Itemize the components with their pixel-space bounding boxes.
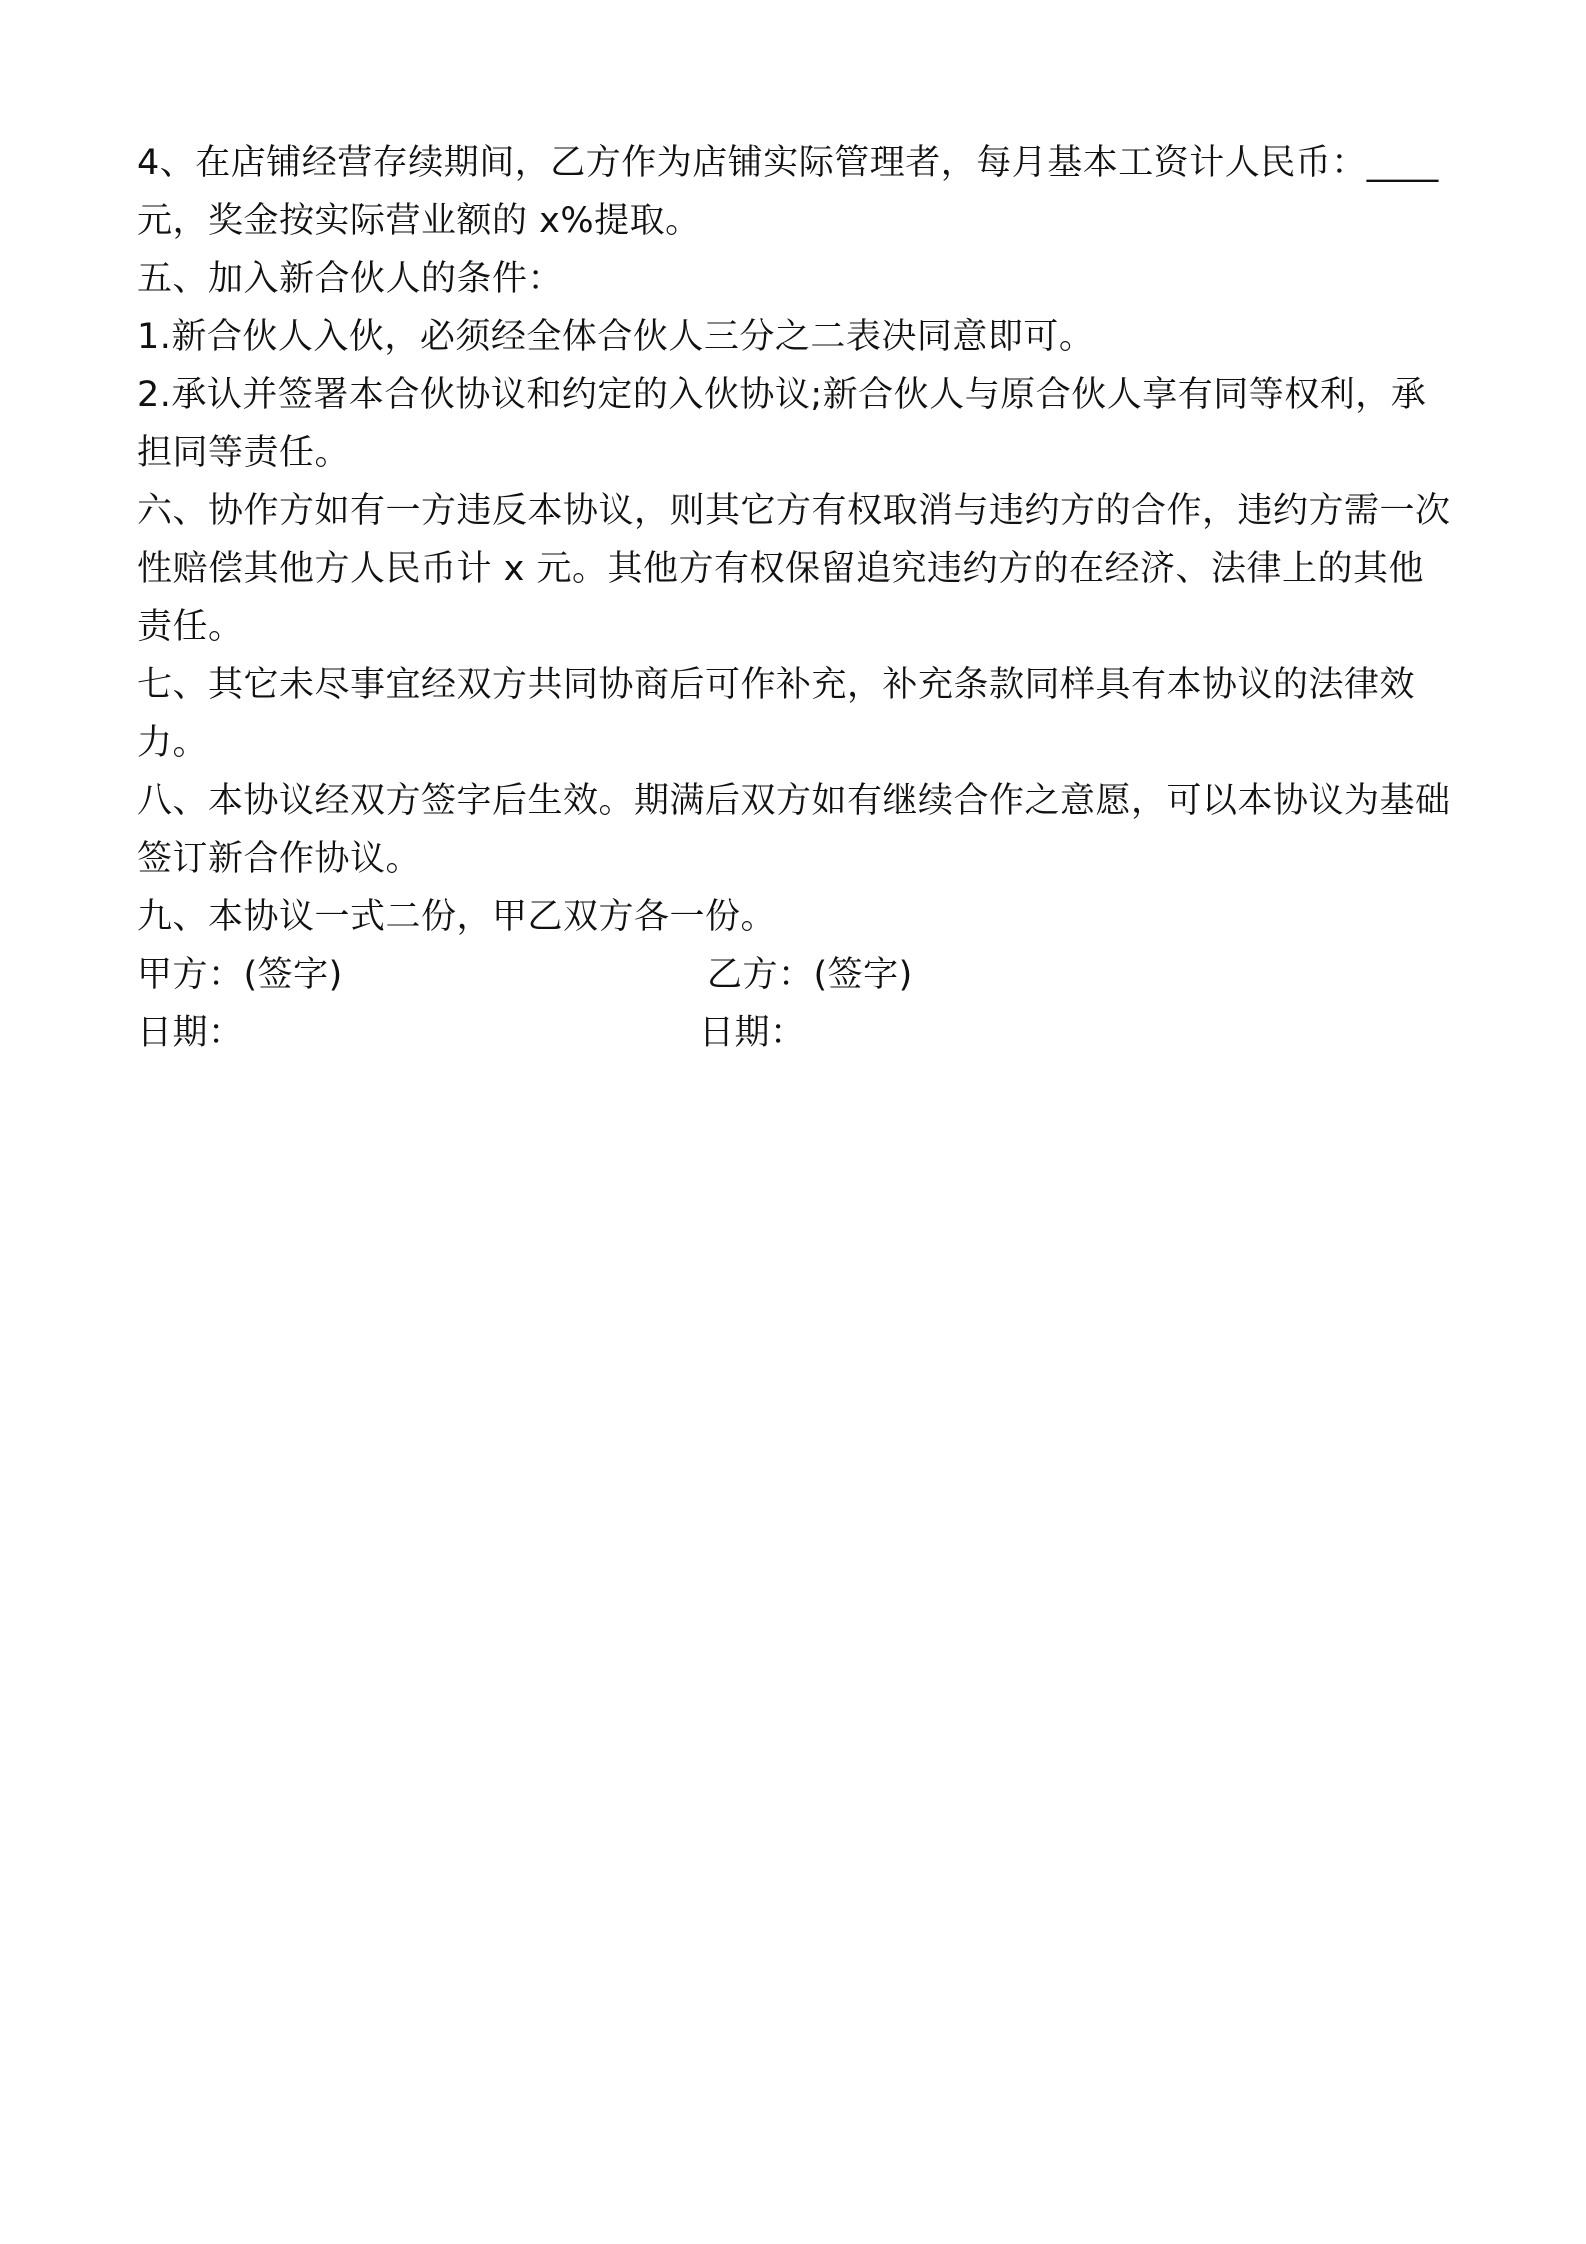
section-5-item-1: 1.新合伙人入伙，必须经全体合伙人三分之二表决同意即可。 bbox=[137, 317, 1095, 357]
party-b-date-label: 日期： bbox=[699, 1013, 806, 1053]
document-body bbox=[137, 134, 1457, 1062]
party-a-signature-label: 甲方：(签字) bbox=[137, 955, 343, 995]
date-row bbox=[137, 1004, 1457, 1062]
section-6-breach: 六、协作方如有一方违反本协议，则其它方有权取消与违约方的合作，违约方需一次性赔偿其他方人民币计 x 元。其他方有权保留追究违约方的在经济、法律上的其他责任。 bbox=[137, 491, 1451, 647]
section-5-heading: 五、加入新合伙人的条件： bbox=[137, 259, 564, 299]
section-8-effective: 八、本协议经双方签字后生效。期满后双方如有继续合作之意愿，可以本协议为基础签订新合作协议。 bbox=[137, 781, 1451, 879]
section-7-supplement: 七、其它未尽事宜经双方共同协商后可作补充，补充条款同样具有本协议的法律效力。 bbox=[137, 665, 1416, 763]
section-5-item-2: 2.承认并签署本合伙协议和约定的入伙协议;新合伙人与原合伙人享有同等权利，承担同等责任。 bbox=[137, 375, 1427, 473]
signature-row bbox=[137, 946, 1457, 1004]
clause-4-salary: 4、在店铺经营存续期间，乙方作为店铺实际管理者，每月基本工资计人民币：____元，奖金按实际营业额的 x%提取。 bbox=[137, 143, 1439, 241]
party-a-date-label: 日期： bbox=[137, 1013, 244, 1053]
party-b-signature-label: 乙方：(签字) bbox=[707, 955, 913, 995]
section-9-copies: 九、本协议一式二份，甲乙双方各一份。 bbox=[137, 897, 777, 937]
